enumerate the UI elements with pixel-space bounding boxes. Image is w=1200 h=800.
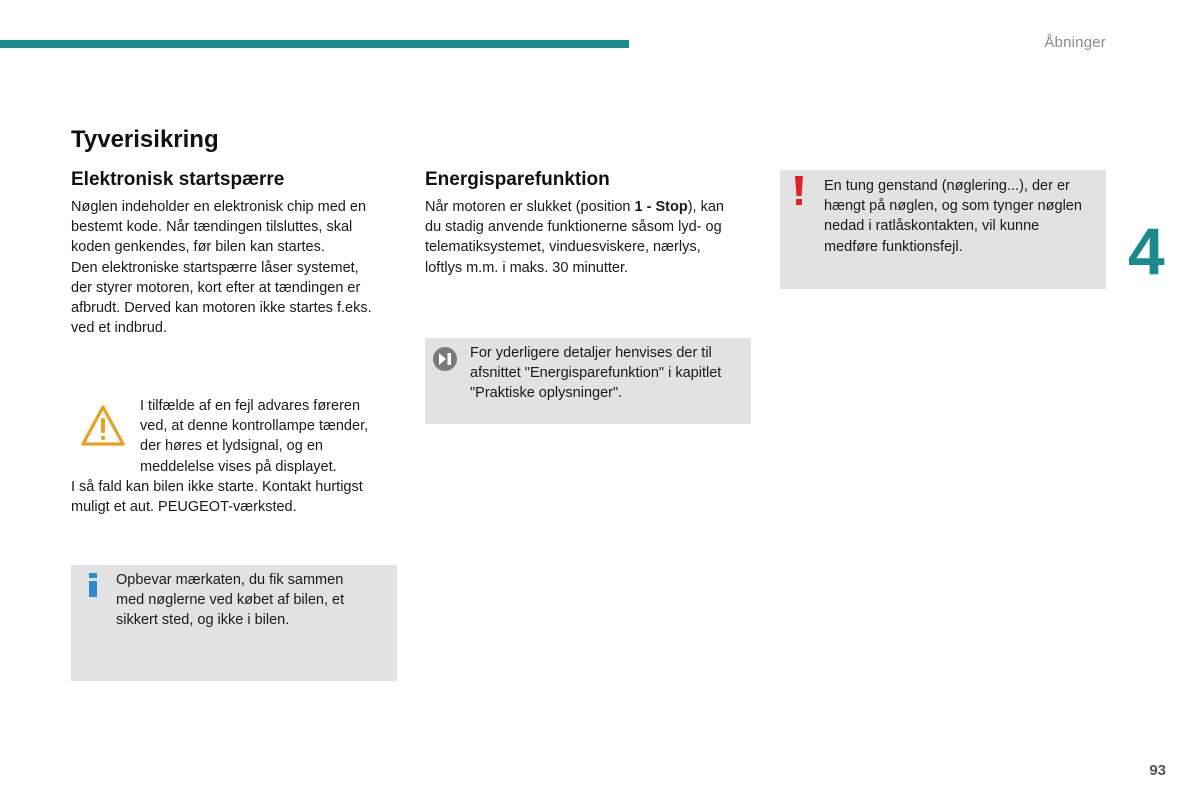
energisparefunktion-text: [425, 197, 755, 278]
text-line: afbrudt. Derved kan motoren ikke startes f.eks.: [71, 300, 372, 317]
text-line: telematiksystemet, vinduesviskere, nærlys,: [425, 239, 701, 256]
page-number: 93: [1149, 762, 1166, 779]
text-line: Nøglen indeholder en elektronisk chip med en: [71, 199, 367, 215]
info-box-text: [116, 570, 386, 631]
text-line: du stadig anvende funktionerne såsom lyd- og: [425, 219, 722, 236]
text-line: For yderligere detaljer henvises der til: [470, 345, 712, 361]
text-line: loftlys m.m. i maks. 30 minutter.: [425, 259, 629, 276]
text-line: ved, at denne kontrollampe tænder,: [140, 418, 369, 435]
text-line: afsnittet "Energisparefunktion" i kapitlet: [470, 365, 722, 382]
text-line: hængt på nøglen, og som tynger nøglen: [824, 198, 1082, 215]
next-chapter-icon: [432, 346, 458, 372]
text-line: der høres et lydsignal, og en: [140, 438, 323, 455]
text-line: nedad i ratlåskontakten, vil kunne: [824, 218, 1040, 235]
heading-elektronisk-startspaerre: Elektronisk startspærre: [71, 169, 285, 190]
text-line: "Praktiske oplysninger".: [470, 385, 623, 402]
warning-text: [140, 396, 400, 477]
text-line: Opbevar mærkaten, du fik sammen: [116, 572, 344, 588]
text-line: medføre funktionsfejl.: [824, 238, 963, 255]
text-line: der styrer motoren, kort efter at tændingen er: [71, 279, 361, 296]
text-line: Den elektroniske startspærre låser systemet,: [71, 259, 359, 276]
text-line: koden genkendes, før bilen kan startes.: [71, 239, 325, 256]
position-stop-label: 1 - Stop: [634, 199, 688, 215]
text-line: I så fald kan bilen ikke starte. Kontakt hurtigst: [71, 479, 363, 495]
text-line: bestemt kode. Når tændingen tilsluttes, skal: [71, 219, 353, 236]
heading-energisparefunktion: Energisparefunktion: [425, 169, 610, 190]
text-line: En tung genstand (nøglering...), der er: [824, 178, 1070, 194]
after-warning-text: [71, 477, 401, 517]
page-title: Tyverisikring: [71, 126, 219, 153]
header-accent-bar: [0, 40, 629, 48]
text-line: sikkert sted, og ikke i bilen.: [116, 612, 290, 629]
text-run: Når motoren er slukket (position: [425, 199, 635, 215]
text-line: muligt et aut. PEUGEOT-værksted.: [71, 499, 297, 516]
warning-triangle-icon: [80, 403, 126, 449]
reference-box-text: [470, 343, 745, 404]
text-line: meddelelse vises på displayet.: [140, 458, 337, 475]
text-line: ved et indbrud.: [71, 320, 167, 337]
section-label: Åbninger: [1044, 34, 1106, 51]
exclamation-icon: [793, 176, 805, 206]
intro-text: [71, 197, 401, 338]
text-line: med nøglerne ved købet af bilen, et: [116, 592, 345, 609]
text-line: [425, 197, 755, 217]
text-line: I tilfælde af en fejl advares føreren: [140, 398, 361, 414]
caution-box-text: [824, 176, 1104, 257]
text-run: ), kan: [687, 199, 724, 215]
info-icon: [87, 573, 99, 597]
chapter-number: 4: [1128, 214, 1165, 288]
